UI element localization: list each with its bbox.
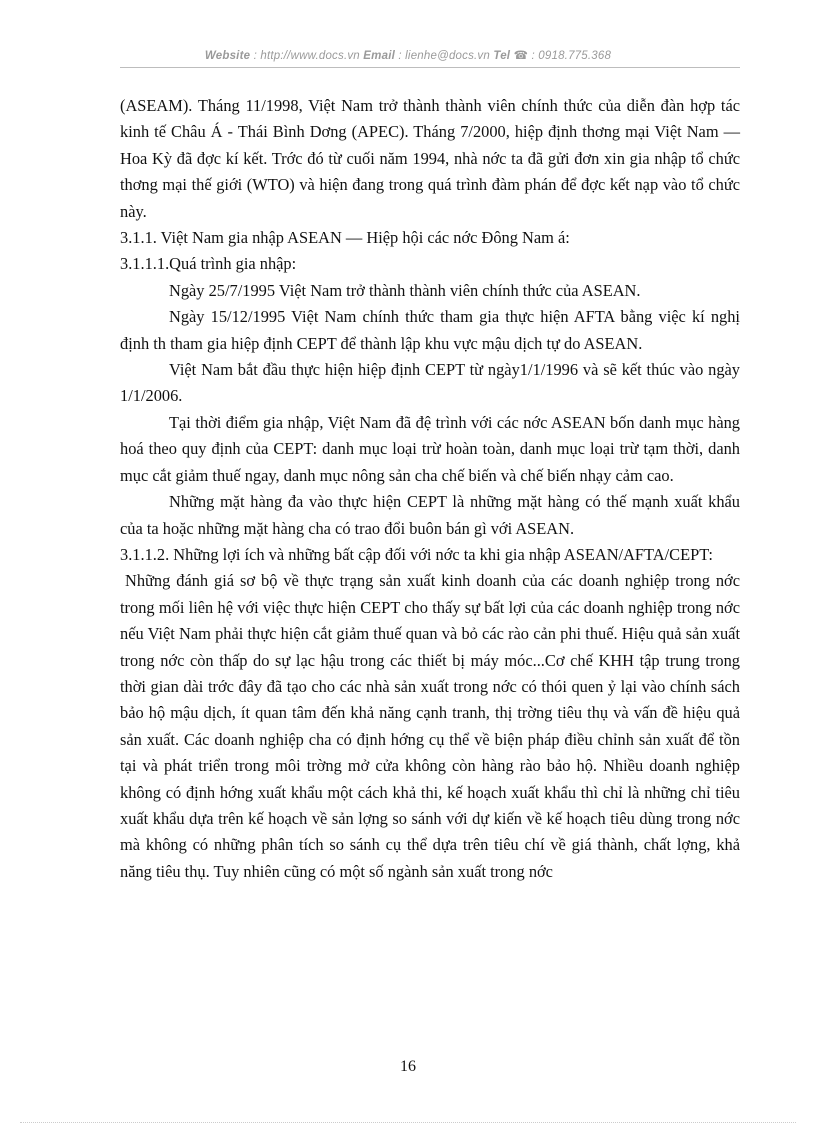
section-heading-3-1-1-1: 3.1.1.1.Quá trình gia nhập: — [120, 254, 297, 274]
paragraph-3: Ngày 15/12/1995 Việt Nam chính thức tham gia thực hiện AFTA bằng việc kí nghị định th tham gia hiệp định CEPT để thành lập khu vực mậu dịch tự do ASEAN. — [120, 307, 740, 353]
email-value: : lienhe@docs.vn — [398, 50, 490, 62]
document-body — [120, 93, 740, 885]
paragraph-7: Những đánh giá sơ bộ về thực trạng sản xuất kinh doanh của các doanh nghiệp trong nớc trong mối liên hệ với việc thực hiện CEPT cho thấy sự bất lợi của các doanh nghiệp trong nớc nếu Việt Nam phải thực hiện cắt giảm thuế quan và bỏ các rào cản phi thuế. Hiệu quả sản xuất trong nớc còn thấp do sự lạc hậu trong các thiết bị máy móc...Cơ chế KHH tập trung trong thời gian dài trớc đây đã tạo cho các nhà sản xuất trong nớc có thói quen ỷ lại vào chính sách bảo hộ mậu dịch, ít quan tâm đến khả năng cạnh tranh, thị trờng tiêu thụ và vấn đề hiệu quả sản xuất. Các doanh nghiệp cha có định hớng cụ thể về biện pháp điều chỉnh sản xuất để tồn tại và phát triển trong môi trờng mở cửa không còn hàng rào bảo hộ. Nhiều doanh nghiệp không có định hớng xuất khẩu một cách khả thi, kế hoạch xuất khẩu thì chỉ là những chỉ tiêu xuất khẩu dựa trên kế hoạch về sản lợng so sánh với dự kiến về kế hoạch tiêu dùng trong nớc mà không có những phân tích so sánh cụ thể dựa trên tiêu chí về giá thành, chất lợng, khả năng tiêu thụ. Tuy nhiên cũng có một số ngành sản xuất trong nớc — [120, 571, 740, 881]
paragraph-6: Những mặt hàng đa vào thực hiện CEPT là những mặt hàng có thế mạnh xuất khẩu của ta hoặc những mặt hàng cha có trao đổi buôn bán gì với ASEAN. — [120, 492, 740, 538]
page-number: 16 — [400, 1058, 416, 1075]
page-header — [0, 48, 816, 62]
tel-label: Tel — [493, 50, 511, 62]
section-heading-3-1-1-2: 3.1.1.2. Những lợi ích và những bất cập đối với nớc ta khi gia nhập ASEAN/AFTA/CEPT: — [120, 544, 713, 564]
website-label: Website — [204, 50, 251, 62]
tel-value: ☎ : 0918.775.368 — [513, 50, 612, 62]
header-divider — [120, 67, 740, 68]
paragraph-1: (ASEAM). Tháng 11/1998, Việt Nam trở thành thành viên chính thức của diễn đàn hợp tác kinh tế Châu Á - Thái Bình Dơng (APEC). Tháng 7/2000, hiệp định thơng mại Việt Nam — Hoa Kỳ đã đợc kí kết. Trớc đó từ cuối năm 1994, nhà nớc ta đã gửi đơn xin gia nhập tổ chức thơng mại thế giới (WTO) và hiện đang trong quá trình đàm phán để đợc kết nạp vào tổ chức này. — [120, 96, 740, 221]
section-heading-3-1-1: 3.1.1. Việt Nam gia nhập ASEAN — Hiệp hội các nớc Đông Nam á: — [120, 228, 570, 248]
email-label: Email — [363, 50, 395, 62]
paragraph-4: Việt Nam bắt đầu thực hiện hiệp định CEPT từ ngày1/1/1996 và sẽ kết thúc vào ngày 1/1/2006. — [120, 360, 740, 406]
website-value: : http://www.docs.vn — [253, 50, 360, 62]
paragraph-2: Ngày 25/7/1995 Việt Nam trở thành thành viên chính thức của ASEAN. — [169, 280, 641, 300]
paragraph-5: Tại thời điểm gia nhập, Việt Nam đã đệ trình với các nớc ASEAN bốn danh mục hàng hoá theo quy định của CEPT: danh mục loại trừ hoàn toàn, danh mục loại trừ tạm thời, danh mục cắt giảm thuế ngay, danh mục nông sản cha chế biến và chế biến nhạy cảm cao. — [120, 412, 740, 485]
